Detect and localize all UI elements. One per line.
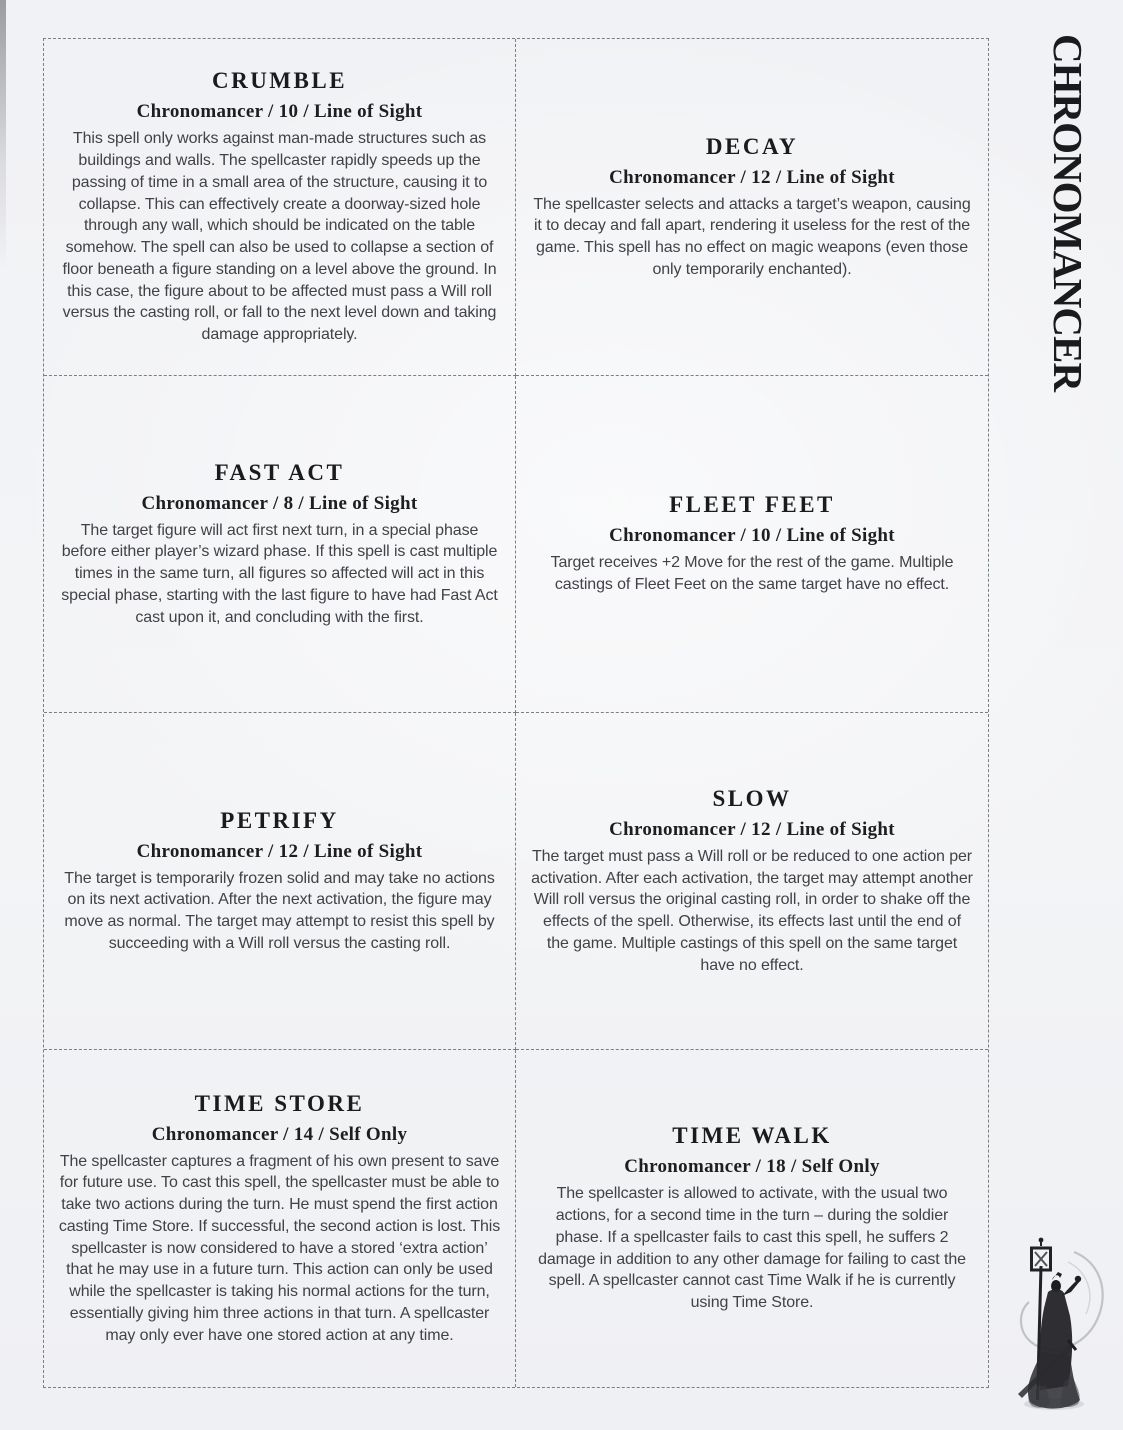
- hourglass-glyph: [1035, 1252, 1047, 1266]
- spell-card-petrify: [44, 713, 516, 1050]
- spell-card-decay: [516, 39, 988, 376]
- spell-stats: Chronomancer / 10 / Line of Sight: [609, 525, 895, 547]
- spell-card-crumble: [44, 39, 516, 376]
- spell-stats: Chronomancer / 10 / Line of Sight: [136, 101, 423, 123]
- spell-name: SLOW: [712, 785, 792, 811]
- page-edge-shadow: [0, 0, 6, 270]
- spell-stats: Chronomancer / 12 / Line of Sight: [136, 840, 423, 862]
- spell-stats: Chronomancer / 8 / Line of Sight: [141, 492, 418, 514]
- spell-stats: Chronomancer / 12 / Line of Sight: [609, 166, 895, 188]
- spell-stats: Chronomancer / 12 / Line of Sight: [609, 818, 895, 840]
- spell-card-fast-act: [44, 376, 516, 713]
- spell-description: The spellcaster is allowed to activate, with the usual two actions, for a second time in the turn – during the soldier phase. If a spellcaster fails to cast this spell, he suffers 2 damage in addition to any other damage for failing to cast the spell. A spellcaster cannot cast Time Walk if he is currently using Time Store.: [538, 1185, 966, 1311]
- spell-card-fleet-feet: [516, 376, 988, 713]
- chapter-title: CHRONOMANCER: [1045, 34, 1091, 391]
- spell-stats: Chronomancer / 14 / Self Only: [151, 1123, 408, 1145]
- spell-stats: Chronomancer / 18 / Self Only: [624, 1156, 880, 1178]
- wizard-hat: [1052, 1272, 1062, 1280]
- spell-name: CRUMBLE: [211, 68, 348, 94]
- spell-card-time-walk: [516, 1050, 988, 1387]
- wizard-hand: [1075, 1276, 1081, 1282]
- staff-finial: [1039, 1238, 1044, 1243]
- spell-description: The target must pass a Will roll or be reduced to one action per activation. After each activation, the target may attempt another Will roll versus the original casting roll, in order to shake off the effects of the spell. Otherwise, its effects last until the end of the game. Multiple castings of this spell on the same target have no effect.: [531, 847, 973, 974]
- spell-description: The target figure will act first next turn, in a special phase before either player’s wizard phase. If this spell is cast multiple times in the same turn, all figures so affected will act in this special phase, starting with the last figure to have had Fast Act cast upon it, and concluding with the first.: [61, 521, 498, 626]
- chronomancer-wizard-illustration: [998, 1236, 1120, 1422]
- spell-card-time-store: [44, 1050, 516, 1387]
- spell-card-grid: [43, 38, 989, 1388]
- spell-description: This spell only works against man-made structures such as buildings and walls. The spellcaster rapidly speeds up the passing of time in a small area of the structure, causing it to collapse. This can effectively create a doorway-sized hole through any wall, which should be indicated on the table somehow. The spell can also be used to collapse a section of floor beneath a figure standing on a level above the ground. In this case, the figure about to be affected must pass a Will roll versus the casting roll, or fall to the next level down and taking damage appropriately.: [62, 130, 497, 343]
- spell-card-slow: [516, 713, 988, 1050]
- spell-description: The target is temporarily frozen solid and may take no actions on its next activation. After the next activation, the figure may move as normal. The target may attempt to resist this spell by succeeding with a Will roll versus the casting roll.: [64, 869, 495, 952]
- spell-name: TIME WALK: [672, 1123, 832, 1149]
- spell-description: The spellcaster selects and attacks a target’s weapon, causing it to decay and fall apart, rendering it useless for the rest of the game. This spell has no effect on magic weapons (even those only temporarily enchanted).: [533, 195, 971, 278]
- spell-name: TIME STORE: [194, 1090, 365, 1116]
- spell-name: PETRIFY: [220, 807, 339, 833]
- spell-name: DECAY: [705, 133, 799, 159]
- spell-name: FLEET FEET: [669, 492, 835, 518]
- spell-description: Target receives +2 Move for the rest of the game. Multiple castings of Fleet Feet on the same target have no effect.: [550, 554, 954, 593]
- spell-name: FAST ACT: [214, 459, 345, 485]
- spell-description: The spellcaster captures a fragment of his own present to save for future use. To cast this spell, the spellcaster must be able to take two actions during the turn. He must spend the first action casting Time Store. If successful, the second action is lost. This spellcaster is now considered to have a stored ‘extra action’ that he may use in a future turn. This action can only be used while the spellcaster is taking his normal actions for the turn, essentially giving him three actions in that turn. A spellcaster may only ever have one stored action at any time.: [58, 1152, 501, 1344]
